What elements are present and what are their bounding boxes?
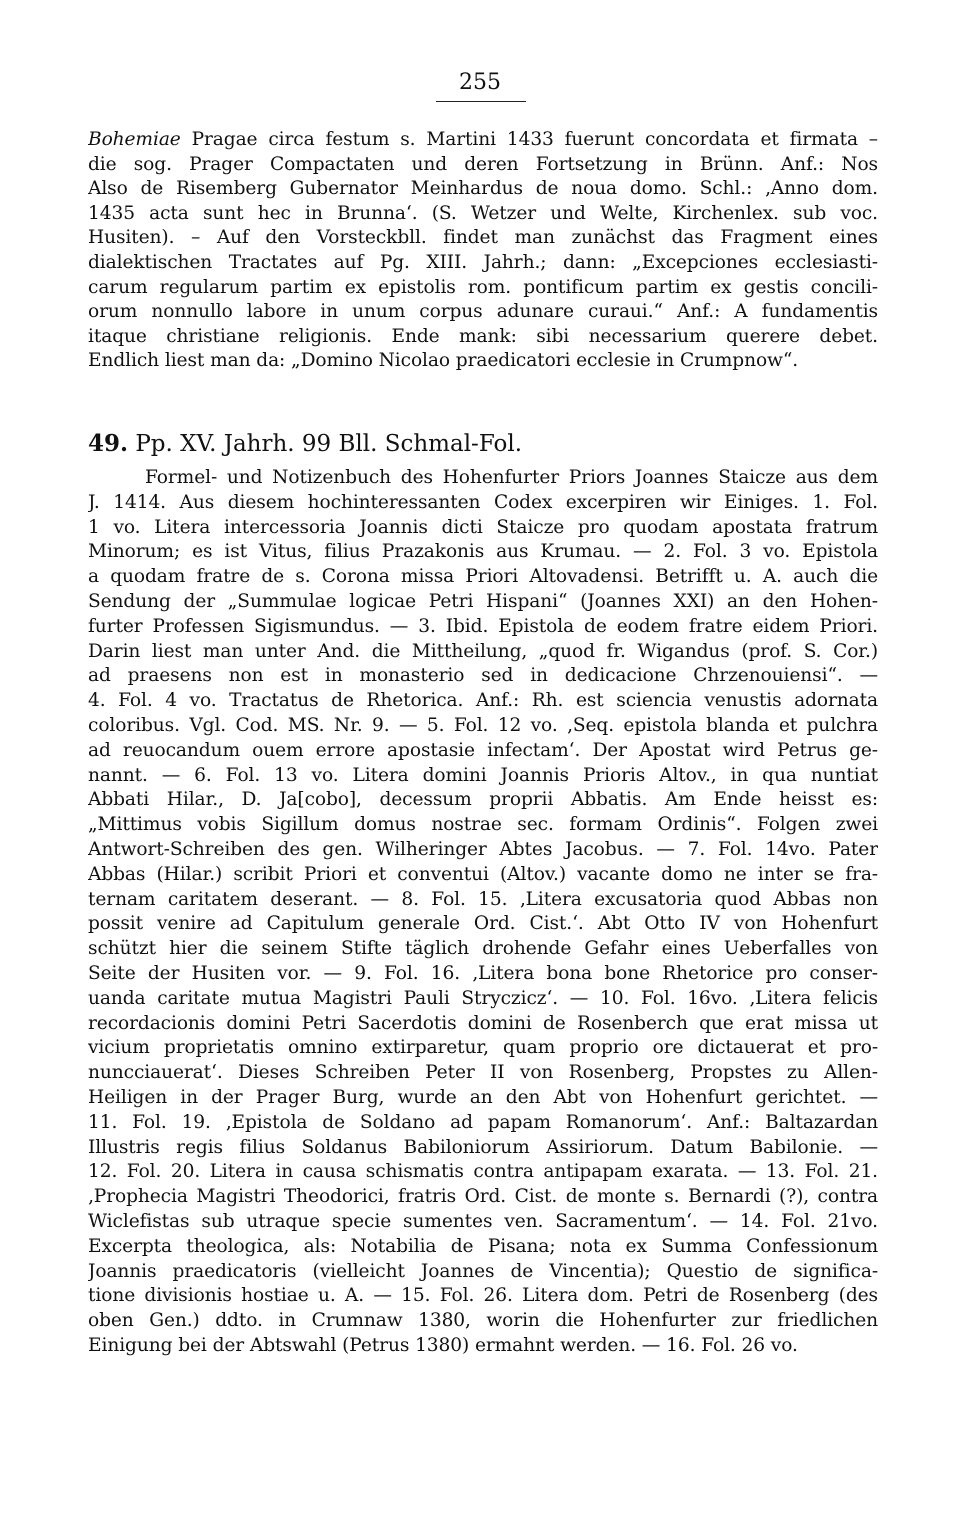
italic-word: Bohemiae bbox=[88, 129, 181, 150]
text-line: Also de Risemberg Gubernator Meinhardus de noua domo. Schl.: ‚Anno dom. bbox=[88, 178, 878, 200]
text-line: ternam caritatem deserant. — 8. Fol. 15. ‚Litera excusatoria quod Abbas non bbox=[88, 888, 878, 910]
page-number-rule bbox=[436, 101, 526, 102]
text-line: Antwort-Schreiben des gen. Wilheringer Abtes Jacobus. — 7. Fol. 14vo. Pater bbox=[88, 838, 878, 860]
text-line: orum nonnullo labore in unum corpus adunare curaui.“ Anf.: A fundamentis bbox=[88, 301, 878, 323]
continued-entry-text bbox=[88, 128, 878, 374]
entry-heading-text: Pp. XV. Jahrh. 99 Bll. Schmal-Fol. bbox=[135, 431, 523, 457]
text-line: itaque christiane religionis. Ende mank: sibi necessarium querere debet. bbox=[88, 325, 878, 347]
text-line: „Mittimus vobis Sigillum domus nostrae sec. formam Ordinis“. Folgen zwei bbox=[88, 814, 878, 836]
text-line: 4. Fol. 4 vo. Tractatus de Rhetorica. Anf.: Rh. est sciencia venustis adornata bbox=[88, 690, 878, 712]
text-line: Wiclefistas sub utraque specie sumentes ven. Sacramentum‘. — 14. Fol. 21vo. bbox=[88, 1210, 878, 1232]
text-line: Husiten). – Auf den Vorsteckbll. findet man zunächst das Fragment eines bbox=[88, 227, 878, 249]
line-text: Pragae circa festum s. Martini 1433 fuerunt concordata et firmata – bbox=[180, 129, 878, 150]
text-line: recordacionis domini Petri Sacerdotis domini de Rosenberch que erat missa ut bbox=[88, 1012, 878, 1034]
text-line: schützt hier die seinem Stifte täglich drohende Gefahr eines Ueberfalles von bbox=[88, 938, 878, 960]
text-line: 11. Fol. 19. ‚Epistola de Soldano ad papam Romanorum‘. Anf.: Baltazardan bbox=[88, 1111, 878, 1133]
text-line: uanda caritate mutua Magistri Pauli Stryczicz‘. — 10. Fol. 16vo. ‚Litera felicis bbox=[88, 987, 878, 1009]
text-line: Sendung der „Summulae logicae Petri Hispani“ (Joannes XXI) an den Hohen- bbox=[88, 590, 878, 612]
text-line: ad praesens non est in monasterio sed in dedicacione Chrzenouiensi“. — bbox=[88, 665, 878, 687]
text-line: a quodam fratre de s. Corona missa Priori Altovadensi. Betrifft u. A. auch die bbox=[88, 566, 878, 588]
page-number: 255 bbox=[459, 70, 501, 95]
text-line: oben Gen.) ddto. in Crumnaw 1380, worin die Hohenfurter zur friedlichen bbox=[88, 1310, 878, 1332]
text-line: J. 1414. Aus diesem hochinteressanten Codex excerpiren wir Einiges. 1. Fol. bbox=[88, 491, 878, 513]
text-line: Illustris regis filius Soldanus Babiloniorum Assiriorum. Datum Babilonie. — bbox=[88, 1136, 878, 1158]
entry-heading bbox=[88, 430, 878, 458]
text-line: Abbati Hilar., D. Ja[cobo], decessum proprii Abbatis. Am Ende heisst es: bbox=[88, 789, 878, 811]
text-line: Joannis praedicatoris (vielleicht Joannes de Vincentia); Questio de significa- bbox=[88, 1260, 878, 1282]
text-line: Abbas (Hilar.) scribit Priori et conventui (Altov.) vacante domo ne inter se fra- bbox=[88, 863, 878, 885]
text-line: Minorum; es ist Vitus, filius Prazakonis aus Krumau. — 2. Fol. 3 vo. Epistola bbox=[88, 541, 878, 563]
text-line: Seite der Husiten vor. — 9. Fol. 16. ‚Litera bona bone Rhetorice pro conser- bbox=[88, 962, 878, 984]
text-line: 12. Fol. 20. Litera in causa schismatis contra antipapam exarata. — 13. Fol. 21. bbox=[88, 1161, 878, 1183]
text-line: ad reuocandum ouem errore apostasie infectam‘. Der Apostat wird Petrus ge- bbox=[88, 739, 878, 761]
entry-number: 49. bbox=[88, 430, 129, 457]
text-line: nuncciauerat‘. Dieses Schreiben Peter II von Rosenberg, Propstes zu Allen- bbox=[88, 1062, 878, 1084]
text-line: possit venire ad Capitulum generale Ord. Cist.‘. Abt Otto IV von Hohenfurt bbox=[88, 913, 878, 935]
text-line: tione divisionis hostiae u. A. — 15. Fol. 26. Litera dom. Petri de Rosenberg (des bbox=[88, 1285, 878, 1307]
text-line: Heiligen in der Prager Burg, wurde an den Abt von Hohenfurt gerichtet. — bbox=[88, 1086, 878, 1108]
text-line: 1 vo. Litera intercessoria Joannis dicti Staicze pro quodam apostata fratrum bbox=[88, 516, 878, 538]
text-line: dialektischen Tractates auf Pg. XIII. Jahrh.; dann: „Excepciones ecclesiasti- bbox=[88, 251, 878, 273]
text-line: coloribus. Vgl. Cod. MS. Nr. 9. — 5. Fol. 12 vo. ‚Seq. epistola blanda et pulchra bbox=[88, 714, 878, 736]
text-line bbox=[88, 128, 878, 153]
text-line: Darin liest man unter And. die Mittheilung, „quod fr. Wigandus (prof. S. Cor.) bbox=[88, 640, 878, 662]
text-line: 1435 acta sunt hec in Brunna‘. (S. Wetzer und Welte, Kirchenlex. sub voc. bbox=[88, 202, 878, 224]
text-line: die sog. Prager Compactaten und deren Fortsetzung in Brünn. Anf.: Nos bbox=[88, 153, 878, 175]
text-line: Formel- und Notizenbuch des Hohenfurter Priors Joannes Staicze aus dem bbox=[145, 467, 878, 488]
text-line: ‚Prophecia Magistri Theodorici, fratris Ord. Cist. de monte s. Bernardi (?), contra bbox=[88, 1186, 878, 1208]
text-line: carum regularum partim ex epistolis rom. pontificum partim ex gestis concili- bbox=[88, 276, 878, 298]
text-line: Endlich liest man da: „Domino Nicolao praedicatori ecclesie in Crumpnow“. bbox=[88, 350, 799, 372]
entry-body bbox=[88, 466, 878, 1359]
text-line: Einigung bei der Abtswahl (Petrus 1380) ermahnt werden. — 16. Fol. 26 vo. bbox=[88, 1334, 798, 1356]
text-line: vicium proprietatis omnino extirparetur, quam proprio ore dictauerat et pro- bbox=[88, 1037, 878, 1059]
text-line: furter Professen Sigismundus. — 3. Ibid. Epistola de eodem fratre eidem Priori. bbox=[88, 615, 878, 637]
text-line: nannt. — 6. Fol. 13 vo. Litera domini Joannis Prioris Altov., in qua nuntiat bbox=[88, 764, 878, 786]
text-line: Excerpta theologica, als: Notabilia de Pisana; nota ex Summa Confessionum bbox=[88, 1235, 878, 1257]
